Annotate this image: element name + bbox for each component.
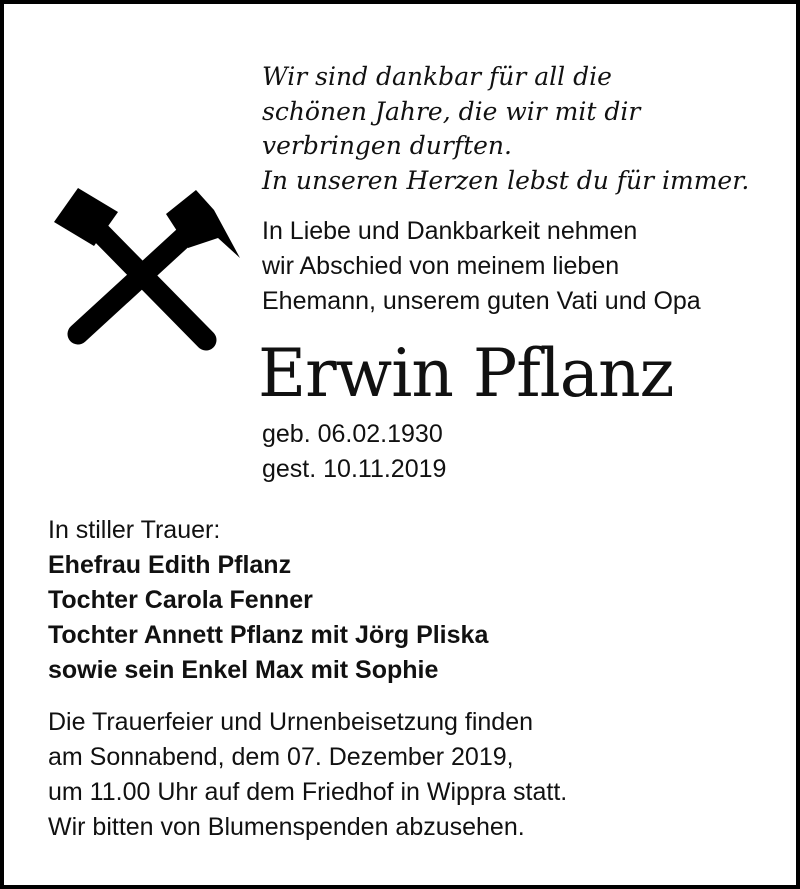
memorial-poem <box>262 60 782 198</box>
mourner-name: Ehefrau Edith Pflanz <box>48 551 292 579</box>
death-date: gest. 10.11.2019 <box>262 455 447 483</box>
mourner-name: sowie sein Enkel Max mit Sophie <box>48 656 439 684</box>
ceremony-line: um 11.00 Uhr auf dem Friedhof in Wippra statt. <box>48 778 568 806</box>
ceremony-line: Die Trauerfeier und Urnenbeisetzung finden <box>48 708 534 736</box>
poem-line: In unseren Herzen lebst du für immer. <box>262 165 750 195</box>
mourners-heading: In stiller Trauer: <box>48 516 221 544</box>
mourners-list <box>48 513 748 688</box>
poem-line: Wir sind dankbar für all die <box>262 62 612 91</box>
mourner-name: Tochter Carola Fenner <box>48 586 313 614</box>
ceremony-line: Wir bitten von Blumenspenden abzusehen. <box>48 813 525 841</box>
ceremony-info <box>48 705 748 845</box>
intro-text <box>262 214 782 319</box>
poem-line: schönen Jahre, die wir mit dir <box>262 96 641 126</box>
ceremony-line: am Sonnabend, dem 07. Dezember 2019, <box>48 743 514 771</box>
life-dates <box>262 417 662 487</box>
intro-line: In Liebe und Dankbarkeit nehmen <box>262 217 638 245</box>
crossed-hammers-icon <box>48 182 248 362</box>
intro-line: Ehemann, unserem guten Vati und Opa <box>262 287 701 315</box>
birth-date: geb. 06.02.1930 <box>262 420 443 448</box>
poem-line: verbringen durften. <box>262 131 512 160</box>
intro-line: wir Abschied von meinem lieben <box>262 252 620 280</box>
deceased-name: Erwin Pflanz <box>258 335 674 412</box>
mourner-name: Tochter Annett Pflanz mit Jörg Pliska <box>48 621 489 649</box>
